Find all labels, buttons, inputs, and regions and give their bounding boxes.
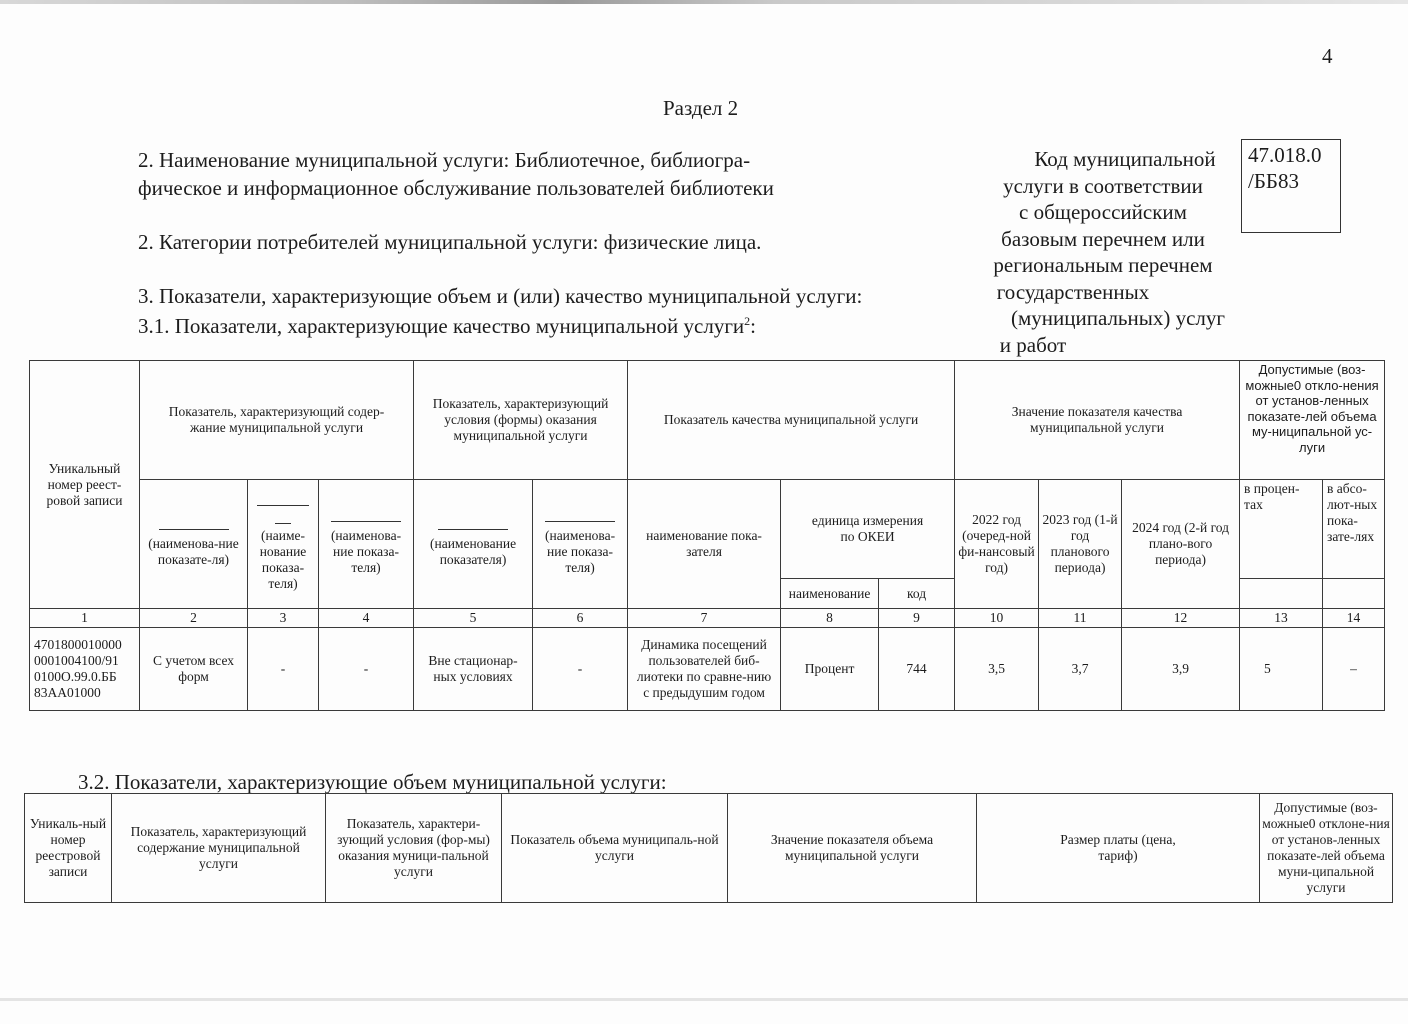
volume-header-allowed-deviation: Допустимые (воз-можные0 отклоне-ния от установ-ленных показате-лей объема муни-ципальной услуги bbox=[1260, 794, 1393, 903]
column-number: 3 bbox=[248, 609, 319, 628]
page-number: 4 bbox=[1322, 44, 1333, 68]
header-in-absolute-empty bbox=[1323, 579, 1385, 609]
volume-header-unique-number: Уникаль-ный номер реестровой записи bbox=[25, 794, 112, 903]
cell-deviation-percent: 5 bbox=[1240, 628, 1323, 711]
header-allowed-deviation: Допустимые (воз-можные0 откло-нения от установ-ленных показате-лей объема му-ниципальной ус-луги bbox=[1240, 361, 1385, 480]
section-title: Раздел 2 bbox=[663, 96, 739, 120]
cell-content-3: - bbox=[319, 628, 414, 711]
header-content-indicator: Показатель, характеризующий содер-жание муниципальной услуги bbox=[140, 361, 414, 480]
column-number: 12 bbox=[1122, 609, 1240, 628]
header-year-2022: 2022 год (очеред-ной фи-нансовый год) bbox=[955, 480, 1039, 609]
volume-header-content-indicator: Показатель, характеризующий содержание муниципальной услуги bbox=[112, 794, 326, 903]
cell-condition-2: - bbox=[533, 628, 628, 711]
column-number: 11 bbox=[1039, 609, 1122, 628]
volume-heading: 3.2. Показатели, характеризующие объем муниципальной услуги: bbox=[78, 770, 667, 794]
table-row bbox=[30, 628, 1385, 711]
header-year-2023: 2023 год (1-й год планового периода) bbox=[1039, 480, 1122, 609]
header-year-2024: 2024 год (2-й год плано-вого периода) bbox=[1122, 480, 1240, 609]
service-name-line2: фическое и информационное обслуживание пользователей библиотеки bbox=[138, 176, 774, 200]
scan-edge-bottom bbox=[0, 998, 1408, 1001]
cell-value-2024: 3,9 bbox=[1122, 628, 1240, 711]
column-number: 2 bbox=[140, 609, 248, 628]
header-indicator-name: наименование пока-зателя bbox=[628, 480, 781, 609]
column-number: 5 bbox=[414, 609, 533, 628]
header-okei-unit: единица измерения по ОКЕИ bbox=[781, 480, 955, 579]
header-in-percent: в процен-тах bbox=[1240, 480, 1323, 579]
column-number: 7 bbox=[628, 609, 781, 628]
volume-header-conditions-indicator: Показатель, характери-зующий условия (фор-мы) оказания муници-пальной услуги bbox=[326, 794, 502, 903]
service-code-box: 47.018.0 /ББ83 bbox=[1241, 139, 1341, 233]
column-number: 10 bbox=[955, 609, 1039, 628]
cell-value-2022: 3,5 bbox=[955, 628, 1039, 711]
header-quality-value: Значение показателя качества муниципальной услуги bbox=[955, 361, 1240, 480]
indicators-heading: 3. Показатели, характеризующие объем и (или) качество муниципальной услуги: bbox=[138, 284, 863, 308]
volume-header-volume-value: Значение показателя объема муниципальной услуги bbox=[728, 794, 977, 903]
volume-header-volume-indicator: Показатель объема муниципаль-ной услуги bbox=[502, 794, 728, 903]
header-unique-number: Уникальный номер реест-ровой записи bbox=[30, 361, 140, 609]
cell-indicator-name: Динамика посещений пользователей биб-лиотеки по сравне-нию с предыдушим годом bbox=[628, 628, 781, 711]
header-name-col6: (наименова-ние показа-теля) bbox=[533, 480, 628, 609]
header-okei-code: код bbox=[879, 579, 955, 609]
column-numbers-row bbox=[30, 609, 1385, 628]
column-number: 14 bbox=[1323, 609, 1385, 628]
footnote-marker: 2 bbox=[744, 314, 751, 328]
header-name-col5: (наименование показателя) bbox=[414, 480, 533, 609]
header-quality-indicator: Показатель качества муниципальной услуги bbox=[628, 361, 955, 480]
volume-indicators-table bbox=[24, 793, 1393, 903]
header-in-absolute: в абсо-лют-ных пока-зате-лях bbox=[1323, 480, 1385, 579]
quality-heading: 3.1. Показатели, характеризующие качество муниципальной услуги$^2$: bbox=[138, 314, 757, 338]
scan-edge-top bbox=[0, 0, 1408, 4]
header-okei-name: наименование bbox=[781, 579, 879, 609]
cell-value-2023: 3,7 bbox=[1039, 628, 1122, 711]
column-number: 6 bbox=[533, 609, 628, 628]
column-number: 9 bbox=[879, 609, 955, 628]
cell-unit-name: Процент bbox=[781, 628, 879, 711]
column-number: 1 bbox=[30, 609, 140, 628]
cell-deviation-absolute: – bbox=[1323, 628, 1385, 711]
service-code-label: Код муниципальной услуги в соответствии с общероссийским базовым перечнем или региональным перечнем государственных (муниципальных) услуг и работ bbox=[993, 147, 1226, 357]
header-in-percent-empty bbox=[1240, 579, 1323, 609]
cell-unique-number: 4701800010000 0001004100/91 0100О.99.0.ББ 83АА01000 bbox=[30, 628, 140, 711]
header-name-col3: (наиме-нование показа-теля) bbox=[248, 480, 319, 609]
service-name-line1: 2. Наименование муниципальной услуги: Библиотечное, библиогра- bbox=[138, 148, 751, 172]
cell-content-1: С учетом всех форм bbox=[140, 628, 248, 711]
column-number: 13 bbox=[1240, 609, 1323, 628]
cell-unit-code: 744 bbox=[879, 628, 955, 711]
cell-condition-1: Вне стационар-ных условиях bbox=[414, 628, 533, 711]
service-consumers: 2. Категории потребителей муниципальной услуги: физические лица. bbox=[138, 230, 762, 254]
header-conditions-indicator: Показатель, характеризующий условия (формы) оказания муниципальной услуги bbox=[414, 361, 628, 480]
volume-header-fee: Размер платы (цена, тариф) bbox=[977, 794, 1260, 903]
cell-content-2: - bbox=[248, 628, 319, 711]
header-name-col4: (наименова-ние показа-теля) bbox=[319, 480, 414, 609]
header-name-col2: (наименова-ние показате-ля) bbox=[140, 480, 248, 609]
quality-indicators-table bbox=[29, 360, 1385, 711]
column-number: 4 bbox=[319, 609, 414, 628]
column-number: 8 bbox=[781, 609, 879, 628]
